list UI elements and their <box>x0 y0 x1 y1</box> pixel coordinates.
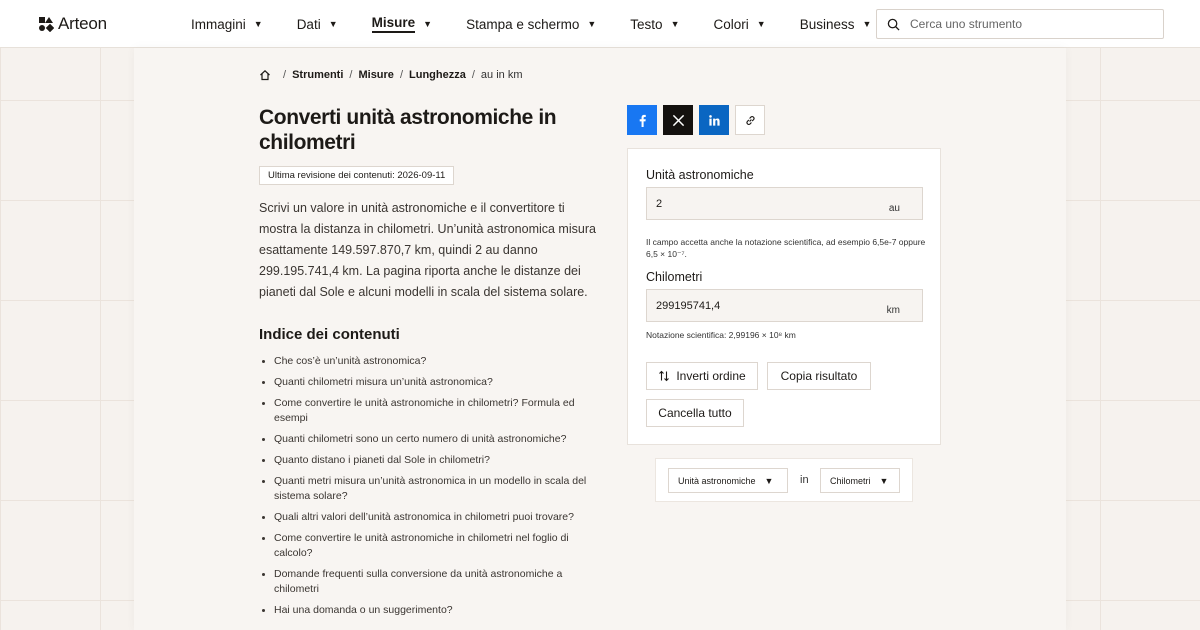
swap-order-label: Inverti ordine <box>676 369 746 383</box>
breadcrumb <box>259 69 522 81</box>
from-unit-select[interactable] <box>668 468 788 493</box>
nav-label: Testo <box>630 16 663 32</box>
unit-connector-text: in <box>800 474 809 486</box>
search-icon <box>887 18 900 31</box>
toc-link[interactable]: Come convertire le unità astronomiche in chilometri? Formula ed esempi <box>259 396 604 426</box>
breadcrumb-link-strumenti[interactable]: Strumenti <box>292 69 344 81</box>
top-navigation-bar <box>0 0 1200 48</box>
share-linkedin-button[interactable] <box>699 105 729 135</box>
nav-label: Immagini <box>191 16 246 32</box>
main-menu <box>191 0 905 48</box>
breadcrumb-link-misure[interactable]: Misure <box>358 69 394 81</box>
table-of-contents <box>259 354 604 624</box>
linkedin-icon <box>708 114 721 127</box>
chevron-down-icon: ▼ <box>756 19 766 29</box>
brand-name: Arteon <box>58 14 107 33</box>
nav-item-stampa-e-schermo[interactable] <box>466 0 596 48</box>
share-buttons <box>627 105 765 135</box>
to-field <box>646 289 923 322</box>
chevron-down-icon: ▼ <box>587 19 597 29</box>
chevron-down-icon: ▼ <box>879 475 889 486</box>
chevron-down-icon: ▼ <box>764 475 774 486</box>
toc-link[interactable]: Quanti chilometri sono un certo numero di unità astronomiche? <box>259 432 604 447</box>
nav-label: Business <box>799 16 855 32</box>
brand-logo[interactable] <box>38 14 107 34</box>
scientific-result-text: Notazione scientifica: 2,99196 × 10⁸ km <box>646 330 796 340</box>
link-icon <box>744 114 757 127</box>
km-unit-label: km <box>886 305 900 316</box>
breadcrumb-separator: / <box>349 69 353 81</box>
facebook-icon <box>636 114 649 127</box>
swap-order-button[interactable] <box>646 362 758 390</box>
au-input[interactable] <box>656 198 876 210</box>
km-input[interactable] <box>656 300 876 312</box>
chevron-down-icon: ▼ <box>328 19 338 29</box>
chevron-down-icon: ▼ <box>253 19 263 29</box>
x-icon <box>672 114 685 127</box>
breadcrumb-separator: / <box>399 69 403 81</box>
search-box <box>876 9 1164 39</box>
nav-label: Stampa e schermo <box>466 16 580 32</box>
search-input[interactable] <box>910 17 1140 31</box>
unit-selector-card <box>655 458 913 502</box>
chevron-down-icon: ▼ <box>862 19 872 29</box>
toc-title: Indice dei contenuti <box>259 326 400 343</box>
nav-item-business[interactable] <box>800 0 872 48</box>
brand-logo-icon <box>38 16 54 32</box>
chevron-down-icon: ▼ <box>423 19 433 29</box>
copy-result-button[interactable]: Copia risultato <box>767 362 871 390</box>
to-unit-value: Chilometri <box>830 475 871 486</box>
copy-link-button[interactable] <box>735 105 765 135</box>
chevron-down-icon: ▼ <box>670 19 680 29</box>
nav-item-misure[interactable] <box>372 0 432 48</box>
nav-item-dati[interactable] <box>297 0 338 48</box>
toc-link[interactable]: Domande frequenti sulla conversione da unità astronomiche a chilometri <box>259 567 604 597</box>
scientific-notation-hint: Il campo accetta anche la notazione scientifica, ad esempio 6,5e-7 oppure 6,5 × 10⁻⁷. <box>646 237 926 259</box>
toc-link[interactable]: Hai una domanda o un suggerimento? <box>259 603 604 618</box>
breadcrumb-current: au in km <box>480 69 523 81</box>
toc-link[interactable]: Quanti metri misura un’unità astronomica in un modello in scala del sistema solare? <box>259 474 604 504</box>
revision-badge: Ultima revisione dei contenuti: 2026-09-11 <box>259 166 454 185</box>
breadcrumb-separator: / <box>471 69 475 81</box>
nav-label: Dati <box>296 16 321 32</box>
clear-all-button[interactable]: Cancella tutto <box>646 399 744 427</box>
nav-item-immagini[interactable] <box>191 0 263 48</box>
swap-vertical-icon <box>658 370 670 382</box>
au-unit-label: au <box>888 203 900 214</box>
breadcrumb-link-lunghezza[interactable]: Lunghezza <box>409 69 466 81</box>
nav-item-colori[interactable] <box>714 0 766 48</box>
share-x-button[interactable] <box>663 105 693 135</box>
page-title: Converti unità astronomiche in chilometri <box>259 106 557 154</box>
from-unit-value: Unità astronomiche <box>678 475 756 486</box>
breadcrumb-separator: / <box>283 69 287 81</box>
nav-item-testo[interactable] <box>630 0 679 48</box>
home-icon[interactable] <box>259 69 271 81</box>
toc-link[interactable]: Come convertire le unità astronomiche in chilometri nel foglio di calcolo? <box>259 531 604 561</box>
toc-link[interactable]: Quali altri valori dell’unità astronomica in chilometri puoi trovare? <box>259 510 604 525</box>
toc-link[interactable]: Quanti chilometri misura un’unità astronomica? <box>259 375 604 390</box>
converter-card <box>627 148 941 445</box>
share-facebook-button[interactable] <box>627 105 657 135</box>
from-field <box>646 187 923 220</box>
intro-paragraph: Scrivi un valore in unità astronomiche e il convertitore ti mostra la distanza in chilometri. Un’unità astronomica misura esattamente 149.597.870,7 km, quindi 2 au danno 299.195.741,4 km. La pagina riporta anche le distanze dei pianeti dal Sole e alcuni modelli in scala del sistema solare. <box>259 201 596 299</box>
nav-label: Misure <box>372 15 416 33</box>
toc-link[interactable]: Che cos’è un’unità astronomica? <box>259 354 604 369</box>
to-unit-select[interactable] <box>820 468 900 493</box>
nav-label: Colori <box>713 16 749 32</box>
to-field-label: Chilometri <box>646 270 703 284</box>
from-field-label: Unità astronomiche <box>646 168 754 182</box>
toc-link[interactable]: Quanto distano i pianeti dal Sole in chilometri? <box>259 453 604 468</box>
